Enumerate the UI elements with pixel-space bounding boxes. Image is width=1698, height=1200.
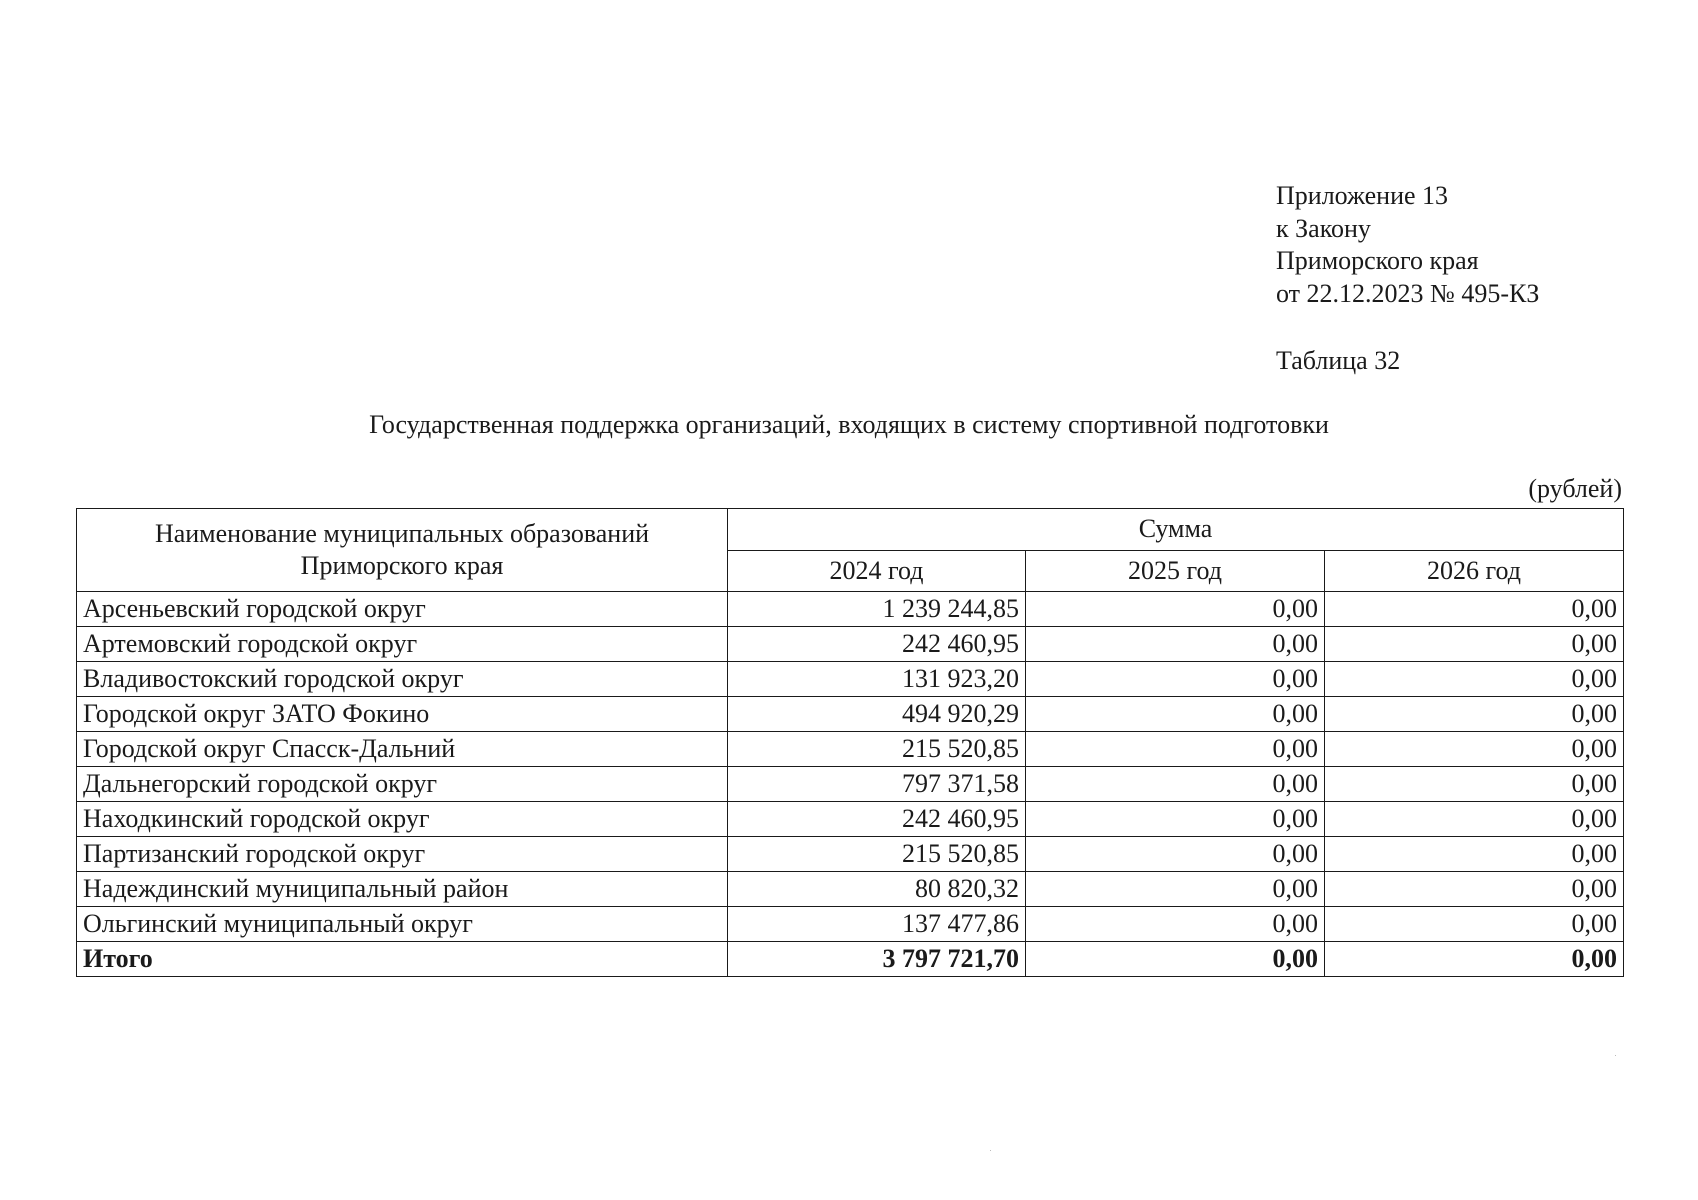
total-2025: 0,00 (1026, 942, 1325, 977)
row-2026: 0,00 (1325, 802, 1624, 837)
row-2026: 0,00 (1325, 662, 1624, 697)
row-name: Арсеньевский городской округ (77, 592, 728, 627)
scan-speck (1615, 1055, 1616, 1056)
row-2026: 0,00 (1325, 907, 1624, 942)
row-2025: 0,00 (1026, 592, 1325, 627)
row-2026: 0,00 (1325, 767, 1624, 802)
table-row (77, 662, 1624, 697)
row-name: Городской округ ЗАТО Фокино (77, 697, 728, 732)
table-number: Таблица 32 (1276, 346, 1401, 375)
budget-table (76, 508, 1624, 977)
row-2025: 0,00 (1026, 732, 1325, 767)
appendix-line-3: Приморского края (1276, 246, 1479, 275)
row-2024: 242 460,95 (728, 802, 1026, 837)
scan-speck (990, 1150, 991, 1151)
row-2024: 1 239 244,85 (728, 592, 1026, 627)
total-2026: 0,00 (1325, 942, 1624, 977)
row-name: Городской округ Спасск-Дальний (77, 732, 728, 767)
row-2026: 0,00 (1325, 837, 1624, 872)
row-2024: 215 520,85 (728, 837, 1026, 872)
row-2025: 0,00 (1026, 802, 1325, 837)
row-name: Владивостокский городской округ (77, 662, 728, 697)
row-2025: 0,00 (1026, 627, 1325, 662)
row-2024: 131 923,20 (728, 662, 1026, 697)
row-2025: 0,00 (1026, 837, 1325, 872)
row-2024: 137 477,86 (728, 907, 1026, 942)
header-sum: Сумма (728, 509, 1624, 551)
header-municipality-label: Наименование муниципальных образований Приморского края (154, 519, 650, 580)
header-municipality (77, 509, 728, 592)
row-2026: 0,00 (1325, 697, 1624, 732)
row-name: Дальнегорский городской округ (77, 767, 728, 802)
table-row (77, 767, 1624, 802)
row-name: Партизанский городской округ (77, 837, 728, 872)
row-2024: 797 371,58 (728, 767, 1026, 802)
appendix-line-2: к Закону (1276, 213, 1371, 243)
row-name: Артемовский городской округ (77, 627, 728, 662)
document-title: Государственная поддержка организаций, входящих в систему спортивной подготовки (369, 410, 1329, 439)
row-2025: 0,00 (1026, 767, 1325, 802)
row-2024: 215 520,85 (728, 732, 1026, 767)
table-row (77, 592, 1624, 627)
row-name: Надеждинский муниципальный район (77, 872, 728, 907)
table-row (77, 802, 1624, 837)
row-2026: 0,00 (1325, 872, 1624, 907)
table-row (77, 837, 1624, 872)
currency-unit: (рублей) (1528, 474, 1622, 503)
header-year-2026: 2026 год (1325, 550, 1624, 592)
table-row (77, 732, 1624, 767)
row-2025: 0,00 (1026, 697, 1325, 732)
row-2024: 242 460,95 (728, 627, 1026, 662)
appendix-note (1276, 180, 1539, 310)
row-name: Ольгинский муниципальный округ (77, 907, 728, 942)
row-2025: 0,00 (1026, 907, 1325, 942)
row-2026: 0,00 (1325, 732, 1624, 767)
table-row (77, 907, 1624, 942)
table-row (77, 627, 1624, 662)
row-2025: 0,00 (1026, 872, 1325, 907)
row-2024: 80 820,32 (728, 872, 1026, 907)
row-name: Находкинский городской округ (77, 802, 728, 837)
header-year-2025: 2025 год (1026, 550, 1325, 592)
row-2026: 0,00 (1325, 592, 1624, 627)
table-row (77, 697, 1624, 732)
total-2024: 3 797 721,70 (728, 942, 1026, 977)
total-row (77, 942, 1624, 977)
row-2024: 494 920,29 (728, 697, 1026, 732)
appendix-line-4: от 22.12.2023 № 495-КЗ (1276, 278, 1540, 308)
table-row (77, 872, 1624, 907)
total-label: Итого (77, 942, 728, 977)
header-year-2024: 2024 год (728, 550, 1026, 592)
row-2025: 0,00 (1026, 662, 1325, 697)
appendix-line-1: Приложение 13 (1276, 181, 1449, 210)
row-2026: 0,00 (1325, 627, 1624, 662)
